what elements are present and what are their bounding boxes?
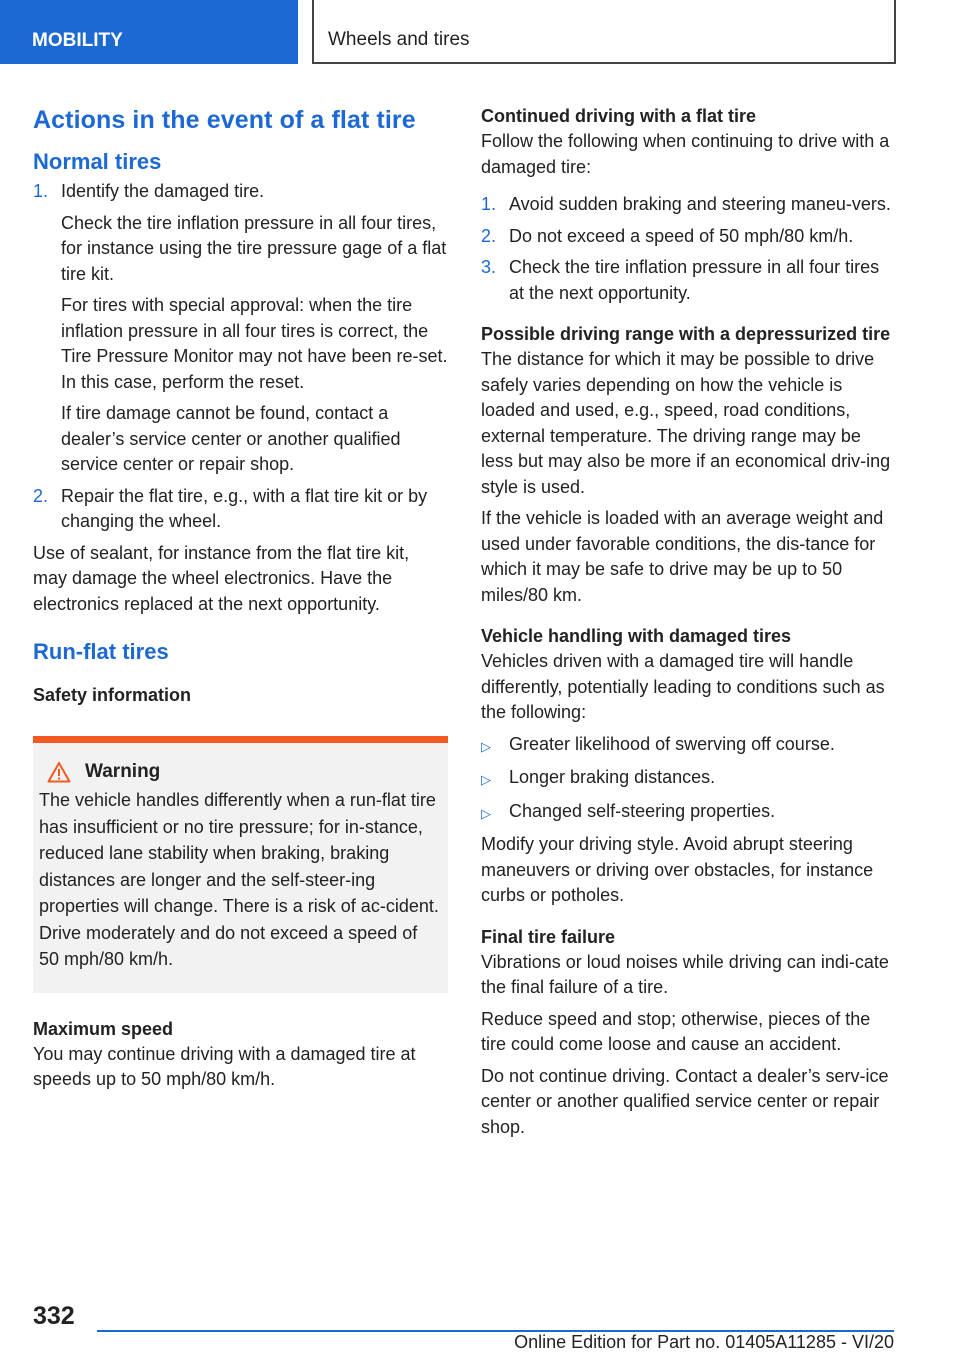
sealant-note: Use of sealant, for instance from the flat tire kit, may damage the wheel electronics. Have the electronics replaced at the next opportunity. [33,542,410,614]
list-item [33,179,448,478]
final-tire-failure-heading: Final tire failure [481,926,616,947]
step-detail: Check the tire inflation pressure in all four tires, for instance using the tire pressure gage of a flat tire kit. [61,212,447,284]
section-tab: MOBILITY [0,0,298,64]
page-number: 332 [33,1302,75,1330]
step-text: Avoid sudden braking and steering maneu‐vers. [509,194,891,214]
list-item [481,765,897,793]
normal-tires-steps [33,179,448,535]
list-item [33,484,448,535]
vehicle-handling-list [481,732,897,827]
maximum-speed-text: You may continue driving with a damaged tire at speeds up to 50 mph/80 km/h. [33,1043,416,1089]
step-number: 2. [33,485,49,506]
step-text: Check the tire inflation pressure in all four tires at the next opportunity. [509,257,880,303]
warning-title: Warning [85,761,161,782]
bullet-text: Greater likelihood of swerving off course. [509,733,835,754]
warning-triangle-icon [47,761,71,783]
bullet-triangle-icon: ▷ [481,772,491,787]
step-detail: For tires with special approval: when the tire inflation pressure in all four tires is correct, the Tire Pressure Monitor may not have been re‐set. In this case, perform the reset. [61,295,448,392]
driving-range-heading: Possible driving range with a depressurized tire [481,324,891,344]
safety-information-heading: Safety information [33,685,192,705]
left-column [33,98,448,1099]
step-detail: If tire damage cannot be found, contact a dealer’s service center or another qualified service center or repair shop. [61,403,401,474]
step-number: 3. [481,257,497,277]
vehicle-handling-outro: Modify your driving style. Avoid abrupt steering maneuvers or driving over obstacles, for instance curbs or potholes. [481,834,874,905]
step-number: 1. [33,181,49,201]
vehicle-handling-intro: Vehicles driven with a damaged tire will handle differently, potentially leading to conditions such as the following: [481,651,885,722]
maximum-speed-heading: Maximum speed [33,1018,174,1039]
right-column [481,98,897,1146]
continued-driving-heading: Continued driving with a flat tire [481,106,757,126]
step-number: 2. [481,225,497,246]
warning-text: The vehicle handles differently when a run-flat tire has insufficient or no tire pressure; for in‐stance, reduced lane stability when braking, braking distances are longer and the self-steer‐ing properties will change. There is a risk of ac‐cident. Drive moderately and do not exceed a speed of 50 mph/80 km/h. [39,790,439,969]
bullet-triangle-icon: ▷ [481,805,491,821]
continued-driving-steps [481,192,897,306]
bullet-text: Changed self-steering properties. [509,800,776,821]
list-item [481,799,897,827]
list-item [481,224,897,250]
page-title: Actions in the event of a flat tire [33,106,416,134]
driving-range-text: If the vehicle is loaded with an average weight and used under favorable conditions, the dis‐tance for which it may be safe to drive may be up to 50 miles/80 km. [481,508,884,605]
page-header [0,0,960,66]
run-flat-heading: Run-flat tires [33,639,169,664]
edition-footer: Online Edition for Part no. 01405A11285 - VI/20 [514,1332,894,1352]
final-tire-failure-text: Vibrations or loud noises while driving can indi‐cate the final failure of a tire. [481,951,889,997]
bullet-triangle-icon: ▷ [481,738,491,754]
vehicle-handling-heading: Vehicle handling with damaged tires [481,626,792,646]
warning-box [33,736,448,993]
step-number: 1. [481,194,497,214]
list-item [481,192,897,218]
list-item [481,255,897,306]
continued-driving-intro: Follow the following when continuing to drive with a damaged tire: [481,131,890,177]
bullet-text: Longer braking distances. [509,767,716,787]
driving-range-text: The distance for which it may be possible to drive safely varies depending on how the vehicle is loaded and used, e.g., speed, road conditions, external temperature. The driving range may be less but may also be more if an economical driv‐ing style is used. [481,349,891,497]
final-tire-failure-text: Reduce speed and stop; otherwise, pieces of the tire could come loose and cause an accident. [481,1008,871,1054]
list-item [481,732,897,760]
normal-tires-heading: Normal tires [33,149,162,174]
step-text: Identify the damaged tire. [61,181,265,201]
chapter-tab: Wheels and tires [312,0,896,64]
final-tire-failure-text: Do not continue driving. Contact a dealer’s serv‐ice center or another qualified service center or repair shop. [481,1065,889,1137]
step-text: Do not exceed a speed of 50 mph/80 km/h. [509,225,854,246]
step-text: Repair the flat tire, e.g., with a flat tire kit or by changing the wheel. [61,485,428,531]
